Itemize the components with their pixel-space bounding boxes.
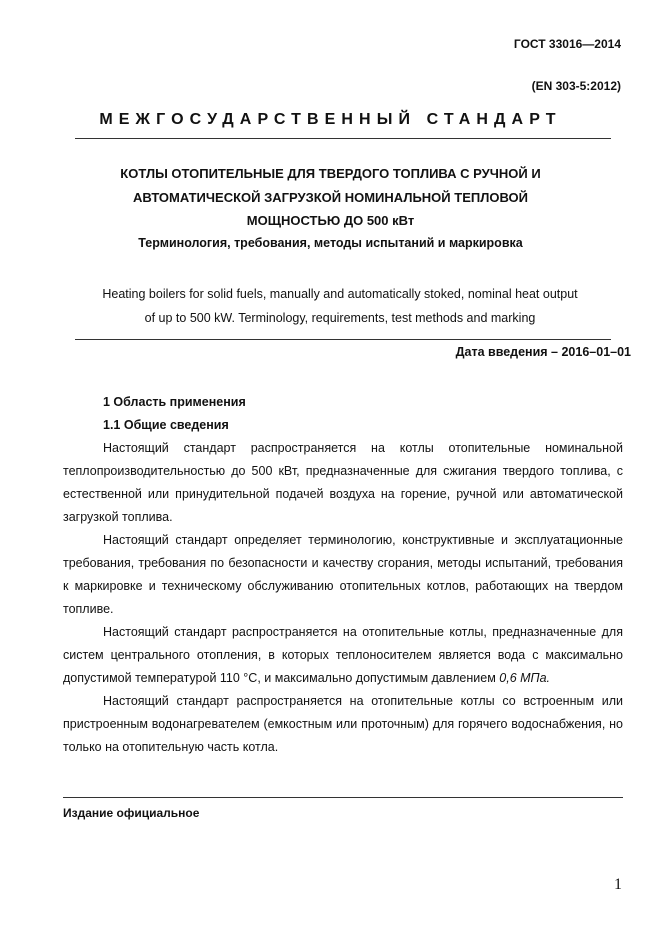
english-title-line-1: Heating boilers for solid fuels, manually and automatically stoked, nominal heat output [102,287,578,301]
official-edition-label: Издание официальное [63,806,200,820]
paragraph-4: Настоящий стандарт распространяется на отопительные котлы со встроенным или пристроенным водонагревателем (емкостным или проточным) для горячего водоснабжения, но только на отопительную часть котла. [63,694,623,754]
standard-number: ГОСТ 33016—2014 [513,37,621,51]
paragraph-3 [63,621,623,690]
interstate-standard-label: МЕЖГОСУДАРСТВЕННЫЙ СТАНДАРТ [99,111,562,128]
title-divider [75,339,611,340]
paragraph-1: Настоящий стандарт распространяется на котлы отопительные номинальной теплопроизводительностью до 500 кВт, предназначенные для сжигания твердого топлива, с естественной или принудительной подачей воздуха на горение, ручной или автоматической загрузкой топлива. [63,441,623,524]
introduction-date: Дата введения – 2016–01–01 [455,345,631,359]
document-title [60,162,601,233]
section-body [63,437,623,759]
pressure-value: 0,6 МПа. [499,671,551,685]
document-subtitle: Терминология, требования, методы испытаний и маркировка [138,236,523,250]
title-line-1: КОТЛЫ ОТОПИТЕЛЬНЫЕ ДЛЯ ТВЕРДОГО ТОПЛИВА С РУЧНОЙ И [120,166,541,181]
english-title-line-2: of up to 500 kW. Terminology, requirements, test methods and marking [144,310,536,325]
footer-divider [63,797,623,798]
en-reference: (EN 303-5:2012) [531,79,621,93]
paragraph-3-text: Настоящий стандарт распространяется на отопительные котлы, предназначенные для систем центрального отопления, в которых теплоносителем является вода с максимально допустимой температурой 110 °С, и максимально допустимым давлением [63,625,623,685]
paragraph-2: Настоящий стандарт определяет терминологию, конструктивные и эксплуатационные требования, требования по безопасности и качеству сгорания, методы испытаний, требования к маркировке и техническому обслуживанию отопительных котлов, работающих на твердом топливе. [63,533,623,616]
page-number: 1 [614,876,622,893]
section-heading: 1 Область применения [103,395,246,409]
subsection-heading: 1.1 Общие сведения [103,418,229,432]
english-title [75,283,605,330]
header-divider [75,138,611,139]
title-line-2: АВТОМАТИЧЕСКОЙ ЗАГРУЗКОЙ НОМИНАЛЬНОЙ ТЕПЛОВОЙ [133,189,528,205]
title-line-3: МОЩНОСТЬЮ ДО 500 кВт [246,213,415,228]
